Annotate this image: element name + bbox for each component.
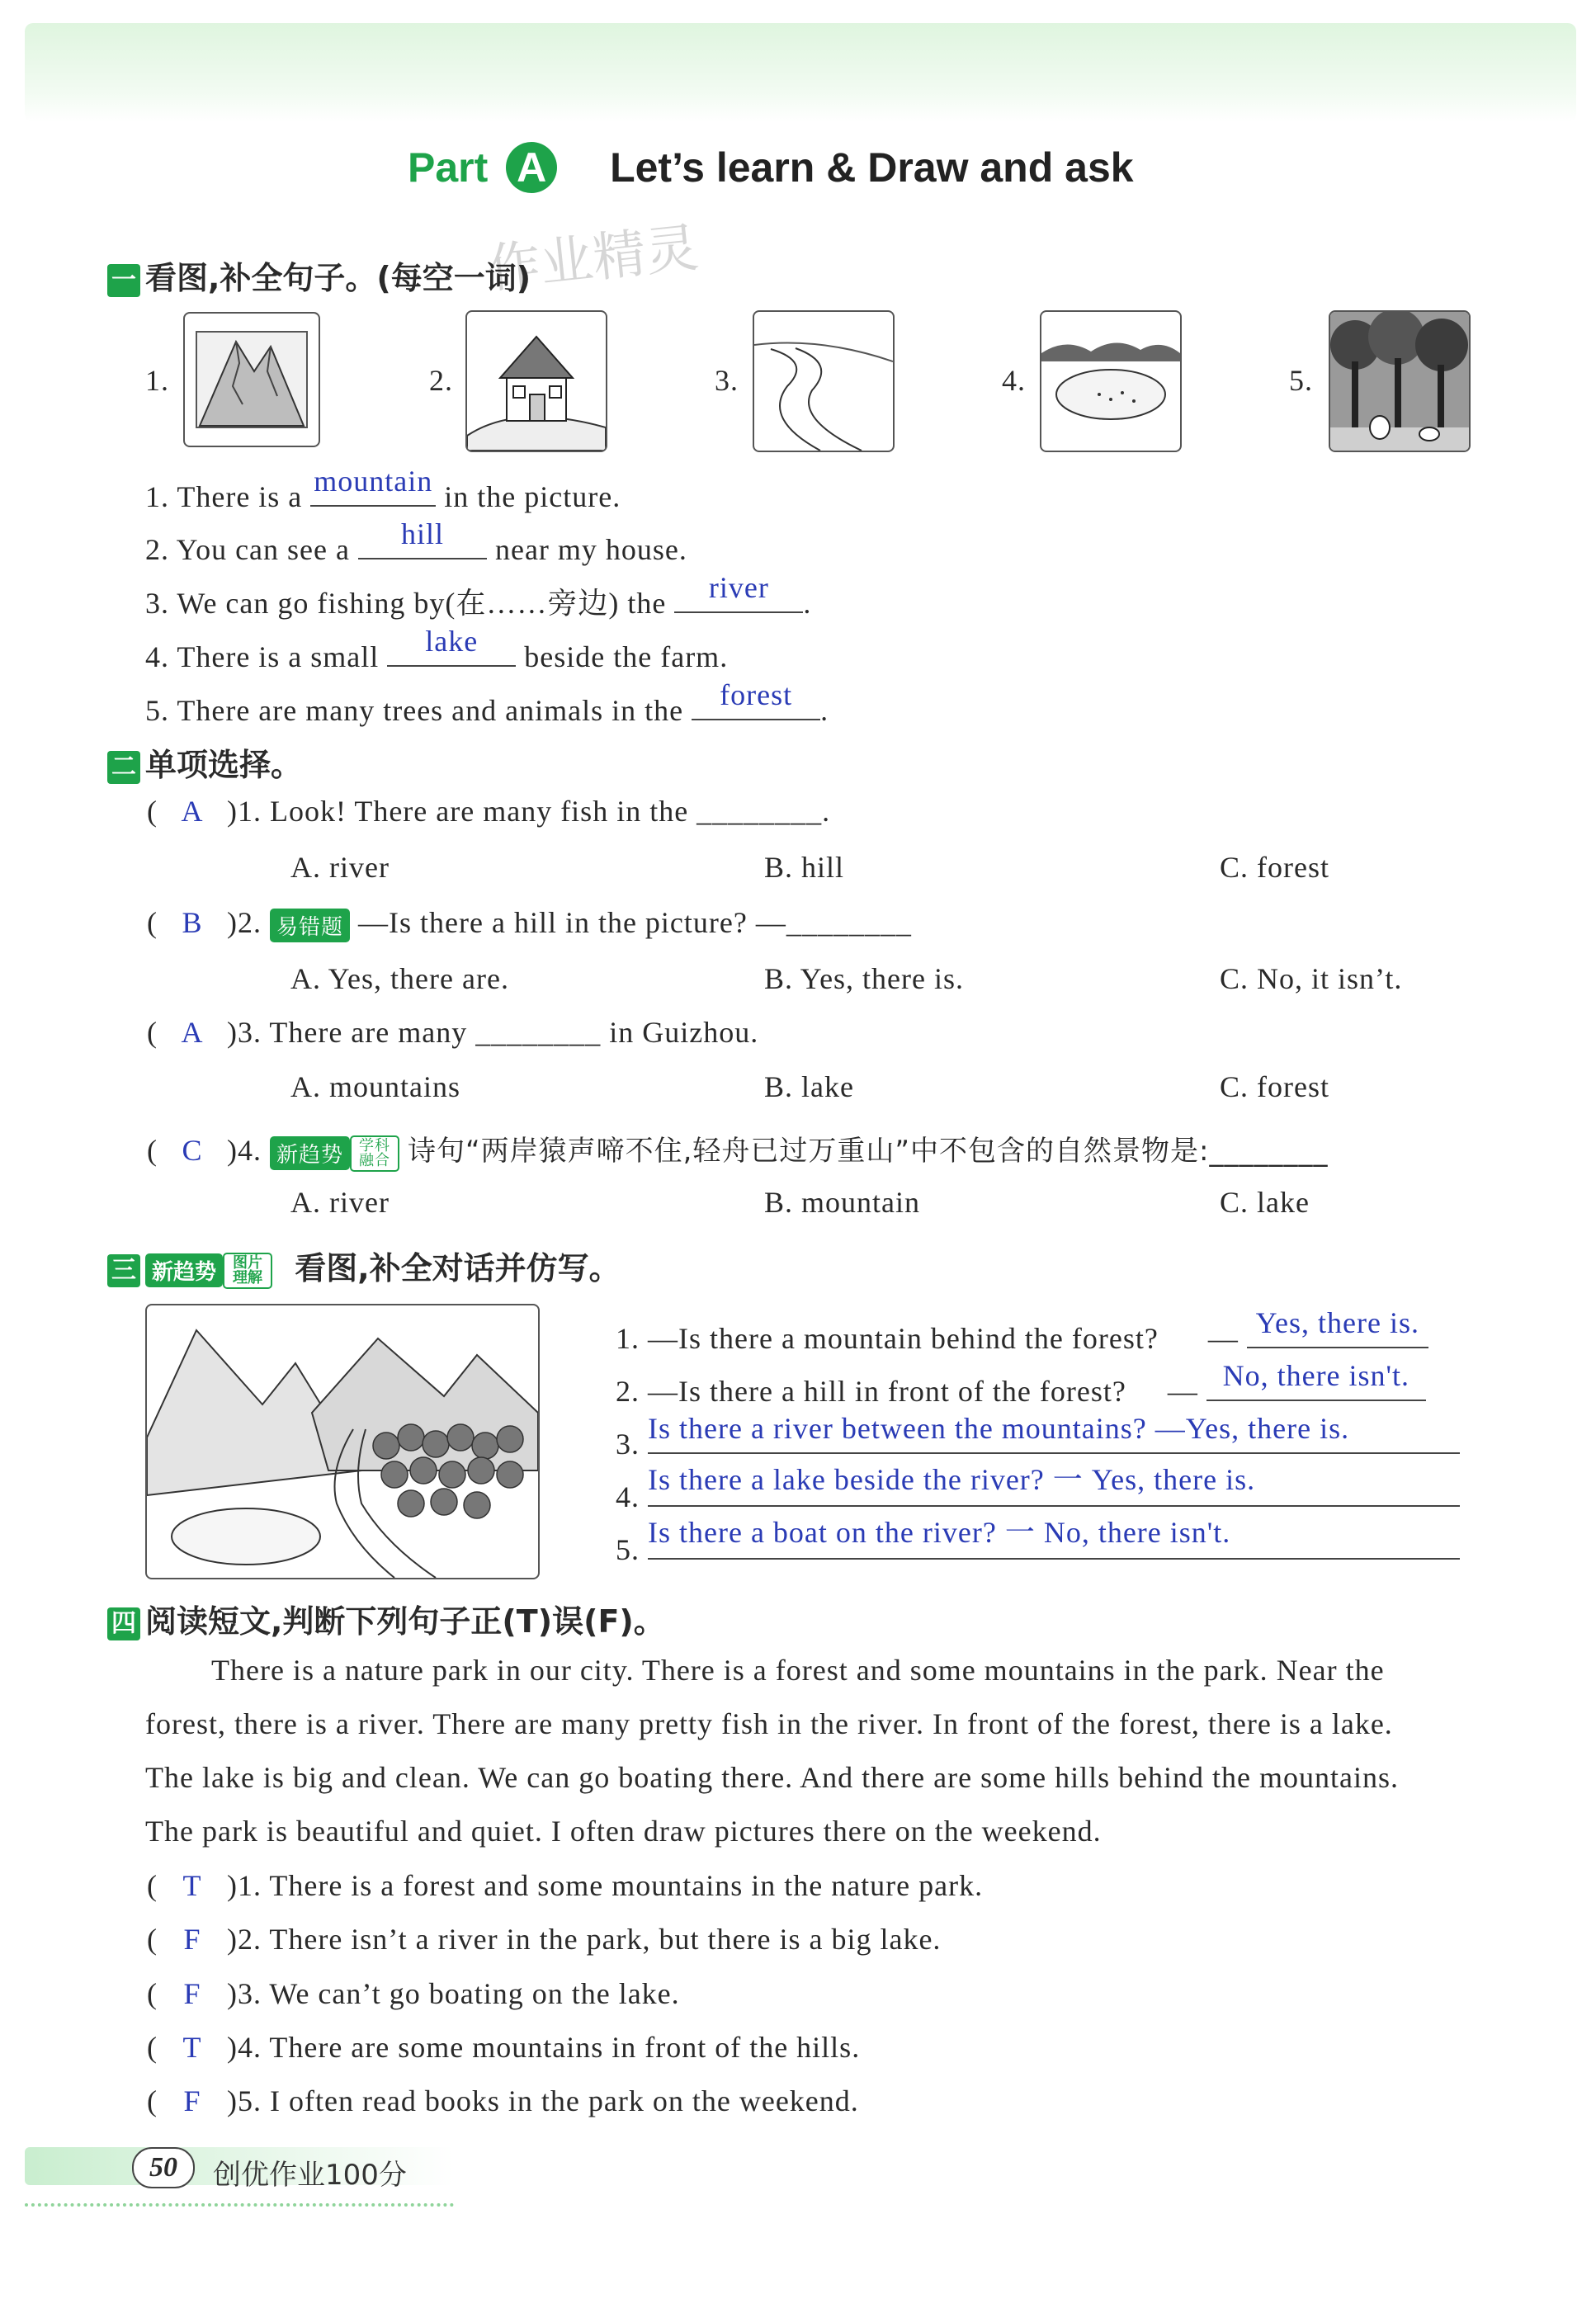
s2-answer-2: B xyxy=(182,906,203,939)
s2-option-4b: B. mountain xyxy=(764,1186,920,1219)
part-label: Part xyxy=(408,144,489,191)
new-trend-tag: 新趋势 xyxy=(270,1136,350,1170)
s4-answer-4: T xyxy=(182,2031,202,2064)
book-title: 创优作业100分 xyxy=(213,2159,407,2192)
pic-label-2: 2. xyxy=(429,364,453,397)
pic-label-4: 4. xyxy=(1002,364,1026,397)
s4-statement-4: ( T )4. There are some mountains in front of the hills. xyxy=(147,2031,861,2064)
s4-statement-2: ( F )2. There isn’t a river in the park, but there is a big lake. xyxy=(147,1923,942,1956)
s1-answer-4: lake xyxy=(425,625,479,658)
new-trend-tag-2: 新趋势 xyxy=(145,1253,223,1287)
s4-answer-2: F xyxy=(183,1923,201,1956)
s4-answer-3: F xyxy=(183,1977,201,2010)
s1-answer-3: river xyxy=(708,571,769,604)
s4-answer-1: T xyxy=(182,1869,202,1902)
s4-statement-3: ( F )3. We can’t go boating on the lake. xyxy=(147,1977,680,2010)
part-letter-badge: A xyxy=(506,142,557,193)
s2-question-1: ( A )1. Look! There are many fish in the ________. xyxy=(147,795,831,828)
s2-answer-4: C xyxy=(182,1134,203,1167)
s3-answer-1: Yes, there is. xyxy=(1255,1306,1419,1339)
section4-instruction: 阅读短文,判断下列句子正(T)误(F)。 xyxy=(145,1603,665,1640)
s2-option-1a: A. river xyxy=(290,851,390,884)
section2-number: 二 xyxy=(107,751,140,784)
s3-answer-3: Is there a river between the mountains? —Yes, there is. xyxy=(648,1412,1350,1445)
passage-line-1: There is a nature park in our city. There is a forest and some mountains in the park. Near the xyxy=(211,1654,1385,1687)
s2-question-3: ( A )3. There are many ________ in Guizhou. xyxy=(147,1016,759,1049)
header-band xyxy=(25,23,1576,122)
section4-heading xyxy=(107,1596,665,1641)
page-number: 50 xyxy=(132,2147,195,2188)
section3-heading xyxy=(107,1243,621,1289)
subject-fusion-tag: 学科融合 xyxy=(350,1135,399,1172)
s2-answer-1: A xyxy=(181,795,204,828)
landscape-illustration xyxy=(145,1304,540,1579)
s3-answer-2: No, there isn't. xyxy=(1222,1359,1410,1392)
lake-icon xyxy=(1040,310,1182,452)
passage-line-3: The lake is big and clean. We can go boating there. And there are some hills behind the mountains. xyxy=(145,1761,1400,1794)
section4-number: 四 xyxy=(107,1607,140,1640)
s3-item-5: 5. Is there a boat on the river? 一 No, there isn't. xyxy=(616,1525,1460,1567)
watermark: 作业精灵 xyxy=(484,217,701,301)
page-title xyxy=(408,142,1134,193)
house-on-hill-icon xyxy=(465,310,607,452)
section3-number: 三 xyxy=(107,1254,140,1287)
s2-option-3c: C. forest xyxy=(1220,1070,1329,1103)
s4-statement-5: ( F )5. I often read books in the park on the weekend. xyxy=(147,2084,859,2117)
s3-item-1: 1. —Is there a mountain behind the forest? — Yes, there is. xyxy=(616,1314,1428,1356)
s1-sentence-3: 3. We can go fishing by(在……旁边) the river . xyxy=(145,571,812,620)
s1-sentence-2: 2. You can see a hill near my house. xyxy=(145,517,687,566)
s2-option-1b: B. hill xyxy=(764,851,845,884)
s1-sentence-5: 5. There are many trees and animals in the forest . xyxy=(145,678,829,727)
section2-instruction: 单项选择。 xyxy=(145,747,303,783)
s2-option-3b: B. lake xyxy=(764,1070,854,1103)
s3-item-4: 4. Is there a lake beside the river? 一 Yes, there is. xyxy=(616,1472,1460,1514)
s4-statement-1: ( T )1. There is a forest and some mountains in the nature park. xyxy=(147,1869,984,1902)
s2-option-3a: A. mountains xyxy=(290,1070,460,1103)
pic-label-3: 3. xyxy=(715,364,739,397)
s2-option-2c: C. No, it isn’t. xyxy=(1220,962,1403,995)
passage-line-4: The park is beautiful and quiet. I often draw pictures there on the weekend. xyxy=(145,1815,1102,1848)
section2-heading xyxy=(107,739,302,785)
s3-item-2: 2. —Is there a hill in front of the forest? — No, there isn't. xyxy=(616,1367,1426,1409)
s2-option-1c: C. forest xyxy=(1220,851,1329,884)
s2-question-4: ( C )4. 新趋势 学科融合 诗句“两岸猿声啼不住,轻舟已过万重山”中不包含的自然景物是:________ xyxy=(147,1128,1329,1172)
section1-number: 一 xyxy=(107,264,140,297)
section3-instruction: 看图,补全对话并仿写。 xyxy=(295,1250,621,1286)
s1-sentence-1: 1. There is a mountain in the picture. xyxy=(145,465,621,513)
s3-item-3: 3. Is there a river between the mountains? —Yes, there is. xyxy=(616,1419,1460,1461)
passage-line-2: forest, there is a river. There are many pretty fish in the river. In front of the forest, there is a lake. xyxy=(145,1707,1393,1740)
s2-option-2b: B. Yes, there is. xyxy=(764,962,965,995)
pic-label-5: 5. xyxy=(1289,364,1313,397)
section1-instruction: 看图,补全句子。(每空一词) xyxy=(145,260,531,296)
s4-answer-5: F xyxy=(183,2084,201,2117)
title-text: Let’s learn & Draw and ask xyxy=(610,144,1134,191)
section1-heading xyxy=(107,253,531,298)
s2-question-2: ( B )2. 易错题 —Is there a hill in the picture? —________ xyxy=(147,905,912,942)
picture-comprehension-tag: 图片理解 xyxy=(223,1253,272,1289)
s3-answer-4: Is there a lake beside the river? 一 Yes, there is. xyxy=(648,1463,1256,1496)
s1-answer-1: mountain xyxy=(314,465,433,498)
error-prone-tag: 易错题 xyxy=(270,909,350,942)
s1-answer-5: forest xyxy=(720,678,793,711)
s2-option-4a: A. river xyxy=(290,1186,390,1219)
s2-option-4c: C. lake xyxy=(1220,1186,1310,1219)
river-icon xyxy=(753,310,895,452)
s2-answer-3: A xyxy=(181,1016,204,1049)
s1-sentence-4: 4. There is a small lake beside the farm. xyxy=(145,625,729,673)
pic-label-1: 1. xyxy=(145,364,169,397)
s2-option-2a: A. Yes, there are. xyxy=(290,962,509,995)
footer-dots xyxy=(25,2203,454,2212)
mountain-icon xyxy=(183,312,320,447)
s3-answer-5: Is there a boat on the river? 一 No, there isn't. xyxy=(648,1516,1231,1549)
forest-icon xyxy=(1329,310,1471,452)
s1-answer-2: hill xyxy=(400,517,444,550)
